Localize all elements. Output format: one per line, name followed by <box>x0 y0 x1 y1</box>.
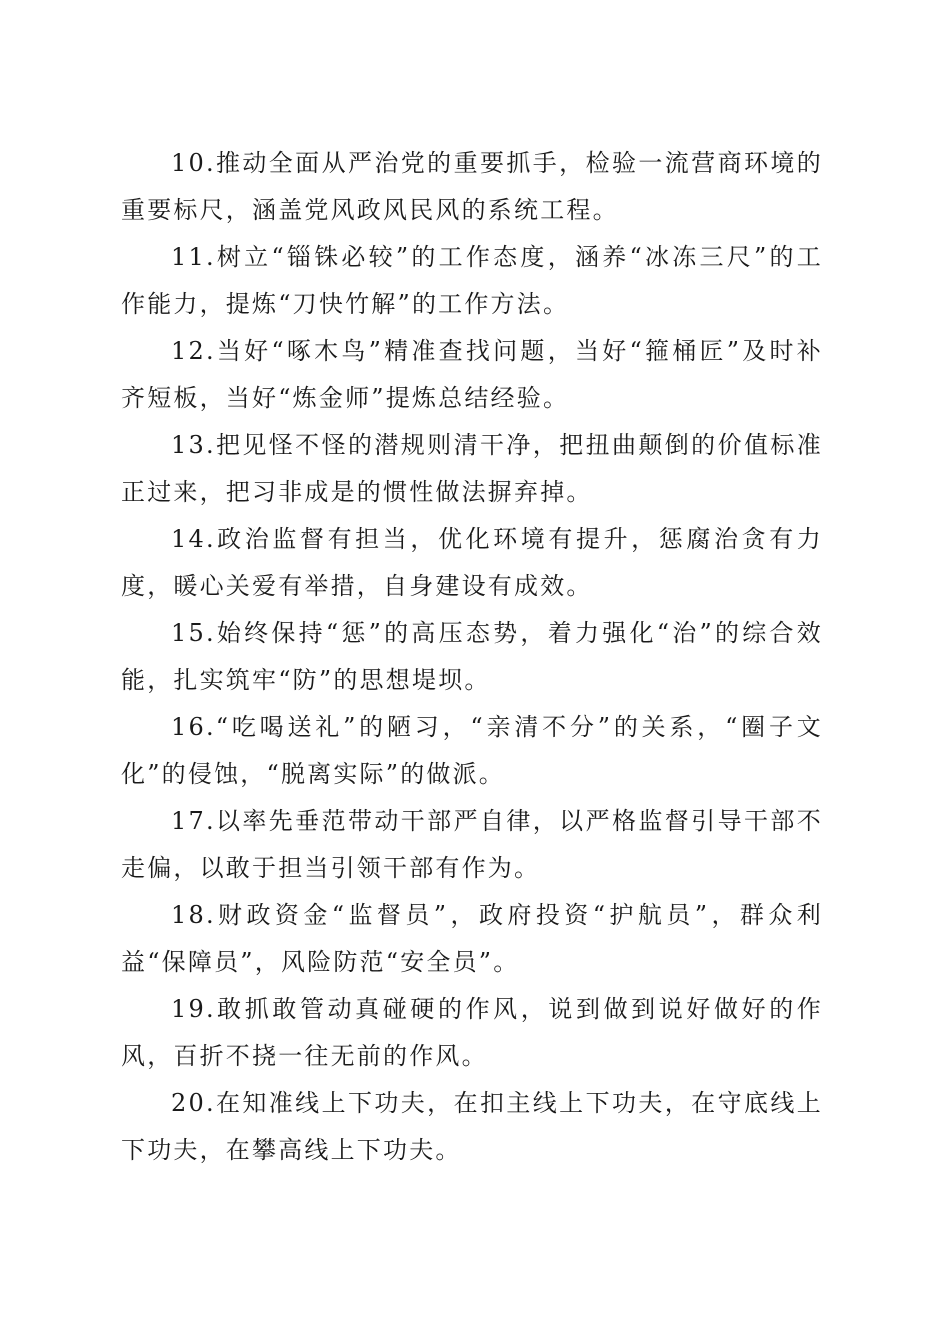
paragraph-19: 19.敢抓敢管动真碰硬的作风，说到做到说好做好的作风，百折不挠一往无前的作风。 <box>121 995 823 1070</box>
paragraph-20: 20.在知准线上下功夫，在扣主线上下功夫，在守底线上下功夫，在攀高线上下功夫。 <box>121 1089 823 1164</box>
paragraph-10: 10.推动全面从严治党的重要抓手，检验一流营商环境的重要标尺，涵盖党风政风民风的系统工程。 <box>121 149 823 224</box>
paragraph-15: 15.始终保持“惩”的高压态势，着力强化“治”的综合效能，扎实筑牢“防”的思想堤坝。 <box>121 619 823 694</box>
document-body <box>121 140 823 1174</box>
paragraph-13: 13.把见怪不怪的潜规则清干净，把扭曲颠倒的价值标准正过来，把习非成是的惯性做法摒弃掉。 <box>121 431 823 506</box>
paragraph-11: 11.树立“锱铢必较”的工作态度，涵养“冰冻三尺”的工作能力，提炼“刀快竹解”的工作方法。 <box>121 243 823 318</box>
paragraph-12: 12.当好“啄木鸟”精准查找问题，当好“箍桶匠”及时补齐短板，当好“炼金师”提炼总结经验。 <box>121 337 823 412</box>
paragraph-17: 17.以率先垂范带动干部严自律，以严格监督引导干部不走偏，以敢于担当引领干部有作为。 <box>121 807 823 882</box>
paragraph-16: 16.“吃喝送礼”的陋习，“亲清不分”的关系，“圈子文化”的侵蚀，“脱离实际”的做派。 <box>121 713 823 788</box>
paragraph-14: 14.政治监督有担当，优化环境有提升，惩腐治贪有力度，暖心关爱有举措，自身建设有成效。 <box>121 525 823 600</box>
paragraph-18: 18.财政资金“监督员”，政府投资“护航员”，群众利益“保障员”，风险防范“安全员”。 <box>121 901 823 976</box>
